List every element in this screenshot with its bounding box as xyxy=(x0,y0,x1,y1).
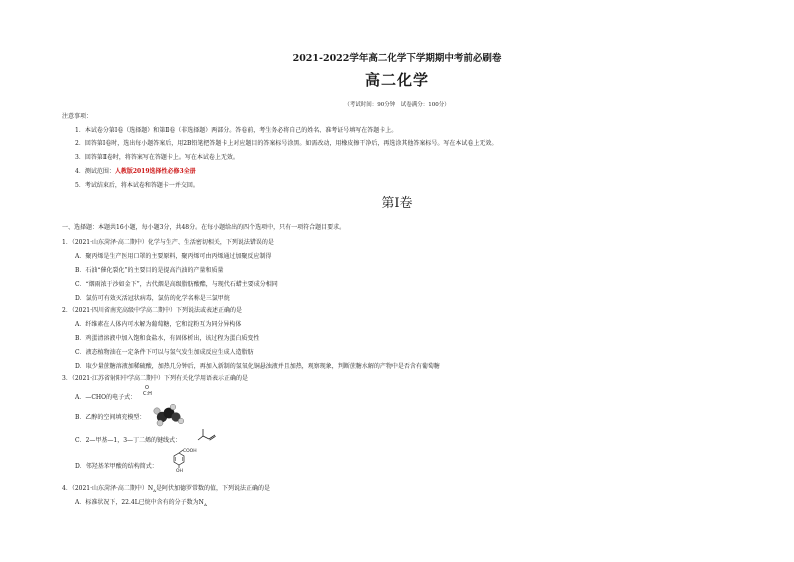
note-3: 3．回答第Ⅱ卷时，将答案写在答题卡上。写在本试卷上无效。 xyxy=(75,154,239,161)
q1-option-a: A．聚丙烯是生产医用口罩的主要原料，聚丙烯可由丙烯通过加聚反应制得 xyxy=(75,253,272,260)
section-instruction: 一、选择题：本题共16小题，每小题3分，共48分。在每小题给出的四个选项中，只有一项符合题目要求。 xyxy=(62,224,346,231)
notes-heading: 注意事项： xyxy=(62,113,93,120)
q3-option-a: A．—CHO的电子式： xyxy=(75,394,137,401)
q3-option-d: D．邻羟基苯甲酸的结构简式： xyxy=(75,463,158,470)
paper-title: 2021-2022学年高二化学下学期期中考前必刷卷 xyxy=(292,53,502,64)
scope-value: 人教版2019选择性必修3全册 xyxy=(114,168,196,175)
q2-option-c: C．液态植物油在一定条件下可以与氢气发生加成反应生成人造脂肪 xyxy=(75,349,254,356)
scope-prefix: 4．测试范围： xyxy=(75,168,115,175)
note-2: 2．回答第Ⅰ卷时，选出每小题答案后，用2B铅笔把答题卡上对应题目的答案标号涂黑。如需改动，用橡皮擦干净后，再选涂其他答案标号。写在本试卷上无效。 xyxy=(75,140,498,147)
note-4 xyxy=(75,166,196,175)
q1-option-c: C．“烟雨浓于沙如金下”，古代烟是高级脂肪酸酯，与现代石蜡主要成分相同 xyxy=(75,281,278,288)
cho-oxygen: O xyxy=(145,385,149,391)
q4-stem: 4．（2021·山东菏泽·高二期中）$N_A$是阿伏加德罗常数的值，下列说法正确的是 xyxy=(62,485,271,494)
q2-stem: 2．（2021·四川省南充高级中学高二期中）下列说法或表述正确的是 xyxy=(62,307,242,314)
q3-option-c: C．2—甲基—1，3—丁二烯的键线式： xyxy=(75,437,182,444)
q1-option-b: B．石油“催化裂化”的主要目的是提高汽油的产量和质量 xyxy=(75,267,224,274)
q4-option-a: A．标准状况下，22.4L已烷中含有的分子数为$N_A$ xyxy=(75,499,207,508)
q1-stem: 1．（2021·山东菏泽·高二期中）化学与生产、生活密切相关，下列说法错误的是 xyxy=(62,239,274,246)
q3-stem: 3．（2021·江苏省射阳中学高二期中）下列有关化学用语表示正确的是 xyxy=(62,375,248,382)
q3-option-b: B．乙醇的空间填充模型： xyxy=(75,414,146,421)
cooh-label: COOH xyxy=(183,449,197,454)
section-title: 第Ⅰ卷 xyxy=(381,196,413,211)
cho-carbon-hydrogen: C:H xyxy=(143,391,152,397)
ethanol-space-filling-model xyxy=(150,403,186,427)
q2-option-a: A．纤维素在人体内可水解为葡萄糖，它和淀粉互为同分异构体 xyxy=(75,321,242,328)
q2-option-d: D．取少量蔗糖溶液加稀硫酸，加热几分钟后，再加入新制的氢氧化铜悬浊液并且加热，观察现象，判断蔗糖水解的产物中是否含有葡萄糖 xyxy=(75,363,440,370)
note-1: 1．本试卷分第Ⅰ卷（选择题）和第Ⅱ卷（非选择题）两部分。答卷前，考生务必将自己的姓名、准考证号填写在答题卡上。 xyxy=(75,127,398,134)
exam-info: （考试时间：90分钟 试卷满分：100分） xyxy=(344,102,450,108)
note-5: 5．考试结束后，将本试卷和答题卡一并交回。 xyxy=(75,182,199,189)
oh-label: OH xyxy=(176,469,183,474)
cho-electron-formula xyxy=(143,385,152,397)
methylbutadiene-skeletal-formula xyxy=(196,426,218,444)
q1-option-d: D．氯仿可有效灭活冠状病毒，氯仿的化学名称是三氯甲烷 xyxy=(75,295,230,302)
q2-option-b: B．鸡蛋清溶液中加入饱和食盐水，有固体析出，该过程为蛋白质变性 xyxy=(75,335,260,342)
subject-title: 高二化学 xyxy=(364,71,429,89)
